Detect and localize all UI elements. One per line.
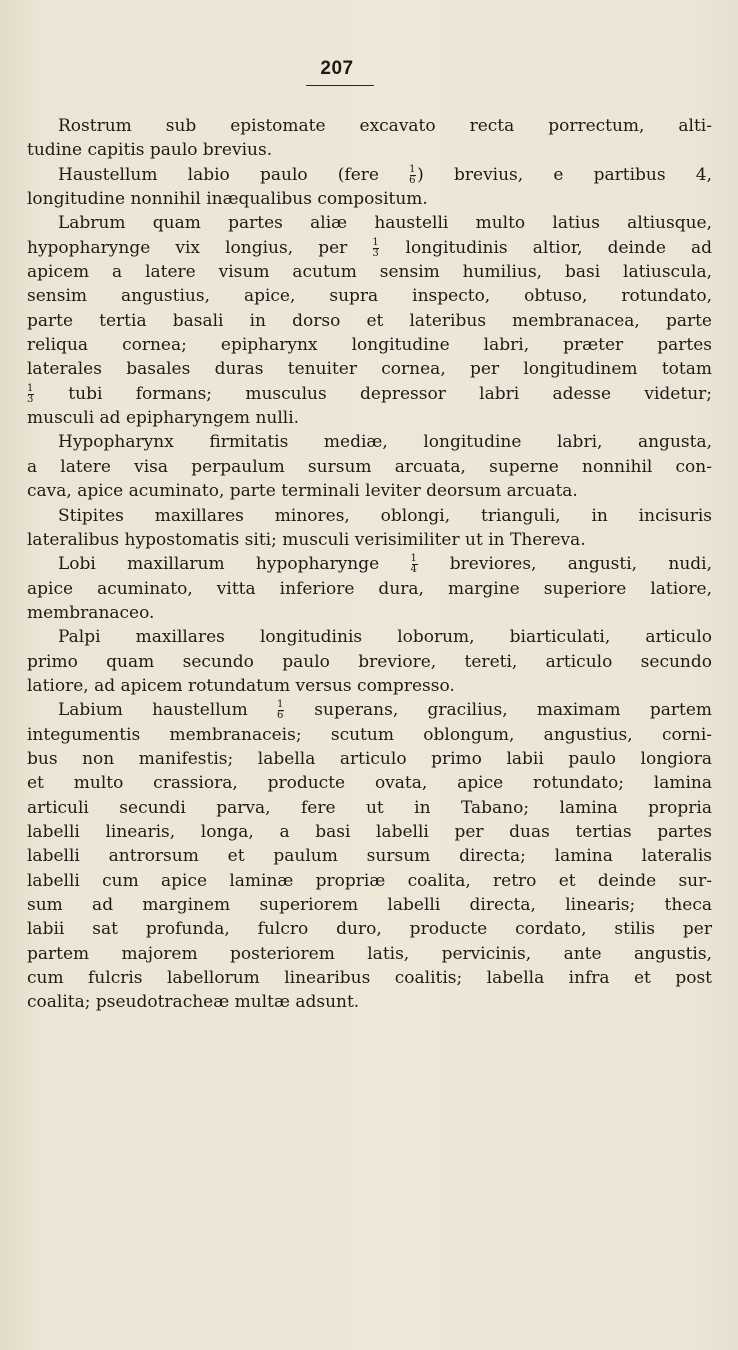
fraction (409, 165, 417, 186)
text-line (27, 844, 712, 868)
text-run: Stipites maxillares minores, oblongi, trianguli, in incisuris (58, 505, 712, 526)
text-run: cava, apice acuminato, parte terminali leviter deorsum arcuata. (27, 481, 578, 502)
paragraph (27, 211, 712, 430)
fraction (27, 384, 35, 405)
text-line (27, 552, 712, 576)
text-run: Labium haustellum (58, 700, 277, 721)
text-run: tubi formans; musculus depressor labri adesse videtur; (35, 383, 712, 404)
text-run: cum fulcris labellorum linearibus coalitis; labella infra et post (27, 968, 712, 989)
text-line (27, 893, 712, 917)
text-run: articuli secundi parva, fere ut in Tabano; lamina propria (27, 797, 712, 818)
fraction-numerator: 1 (410, 553, 417, 565)
paragraph (27, 114, 712, 163)
text-line (27, 236, 712, 260)
text-line (27, 309, 712, 333)
text-line (27, 723, 712, 747)
text-run: labelli cum apice laminæ propriæ coalita, retro et deinde sur- (27, 870, 712, 891)
text-line (27, 382, 712, 406)
text-run: Rostrum sub epistomate excavato recta porrectum, alti- (58, 116, 712, 136)
page-number-rule (306, 85, 374, 86)
text-run: reliqua cornea; epipharynx longitudine labri, præter partes (27, 335, 712, 356)
text-run: apicem a latere visum acutum sensim humilius, basi latiuscula, (27, 262, 712, 283)
text-line (27, 357, 712, 381)
text-run: bus non manifestis; labella articulo primo labii paulo longiora (27, 748, 712, 769)
fraction-numerator: 1 (277, 699, 284, 711)
text-line (27, 211, 712, 235)
paragraph (27, 430, 712, 503)
text-run: et multo crassiora, producte ovata, apice rotundato; lamina (27, 773, 712, 794)
text-run: tudine capitis paulo brevius. (27, 140, 273, 161)
fraction (411, 554, 419, 575)
text-line (27, 698, 712, 722)
text-line (27, 333, 712, 357)
text-line (27, 650, 712, 674)
text-line (27, 820, 712, 844)
fraction-numerator: 1 (27, 382, 34, 394)
text-line (27, 528, 712, 552)
text-line (27, 187, 712, 211)
body-text (27, 114, 712, 1015)
text-line (27, 625, 712, 649)
text-line (27, 406, 712, 430)
text-line (27, 479, 712, 503)
paragraph (27, 698, 712, 1014)
text-line (27, 455, 712, 479)
text-run: labelli antrorsum et paulum sursum directa; lamina lateralis (27, 846, 712, 867)
text-run: primo quam secundo paulo breviore, tereti, articulo secundo (27, 651, 712, 672)
fraction-numerator: 1 (409, 163, 416, 175)
fraction (277, 700, 285, 721)
text-run: longitudinis altior, deinde ad (380, 237, 713, 258)
text-run: breviores, angusti, nudi, (418, 554, 712, 575)
text-line (27, 771, 712, 795)
text-run: superans, gracilius, maximam partem (285, 700, 712, 721)
page-number: 207 (320, 58, 354, 79)
text-run: Hypopharynx firmitatis mediæ, longitudine labri, angusta, (58, 432, 712, 453)
fraction-numerator: 1 (372, 236, 379, 248)
fraction-denominator: 6 (409, 174, 416, 186)
text-run: hypopharynge vix longius, per (27, 237, 373, 258)
text-run: partem majorem posteriorem latis, pervicinis, ante angustis, (27, 943, 712, 964)
text-line (27, 138, 712, 162)
text-line (27, 114, 712, 138)
fraction-denominator: 3 (372, 247, 379, 259)
text-run: labii sat profunda, fulcro duro, producte cordato, stilis per (27, 919, 712, 940)
text-run: membranaceo. (27, 602, 155, 623)
text-line (27, 990, 712, 1014)
fraction-denominator: 4 (410, 564, 417, 576)
text-run: apice acuminato, vitta inferiore dura, margine superiore latiore, (27, 578, 712, 599)
paragraph (27, 552, 712, 625)
text-run: parte tertia basali in dorso et lateribus membranacea, parte (27, 310, 712, 331)
text-line (27, 577, 712, 601)
paragraph (27, 163, 712, 212)
text-line (27, 796, 712, 820)
text-run: Haustellum labio paulo (fere (58, 164, 410, 185)
text-run: Lobi maxillarum hypopharynge (58, 554, 411, 575)
text-line (27, 917, 712, 941)
text-run: labelli linearis, longa, a basi labelli per duas tertias partes (27, 821, 712, 842)
text-line (27, 163, 712, 187)
text-line (27, 869, 712, 893)
text-run: Palpi maxillares longitudinis loborum, biarticulati, articulo (58, 627, 712, 648)
text-run: lateralibus hypostomatis siti; musculi verisimiliter ut in Thereva. (27, 529, 586, 550)
text-line (27, 601, 712, 625)
text-run: laterales basales duras tenuiter cornea, per longitudinem totam (27, 359, 712, 380)
text-run: Labrum quam partes aliæ haustelli multo latius altiusque, (58, 213, 712, 234)
text-line (27, 430, 712, 454)
text-run: sum ad marginem superiorem labelli directa, linearis; theca (27, 895, 712, 915)
text-line (27, 284, 712, 308)
text-line (27, 942, 712, 966)
text-line (27, 966, 712, 990)
text-run: sensim angustius, apice, supra inspecto, obtuso, rotundato, (27, 286, 712, 307)
paragraph (27, 504, 712, 553)
text-line (27, 504, 712, 528)
text-line (27, 674, 712, 698)
fraction-denominator: 3 (27, 393, 34, 405)
text-run: integumentis membranaceis; scutum oblongum, angustius, corni- (27, 724, 712, 745)
text-run: musculi ad epipharyngem nulli. (27, 408, 300, 429)
text-run: latiore, ad apicem rotundatum versus compresso. (27, 675, 455, 696)
text-run: longitudine nonnihil inæqualibus compositum. (27, 189, 428, 210)
text-run: ) brevius, e partibus 4, (417, 164, 712, 185)
text-line (27, 260, 712, 284)
text-run: a latere visa perpaulum sursum arcuata, superne nonnihil con- (27, 456, 712, 477)
fraction-denominator: 6 (277, 710, 284, 722)
text-line (27, 747, 712, 771)
text-run: coalita; pseudotracheæ multæ adsunt. (27, 992, 360, 1013)
paragraph (27, 625, 712, 698)
